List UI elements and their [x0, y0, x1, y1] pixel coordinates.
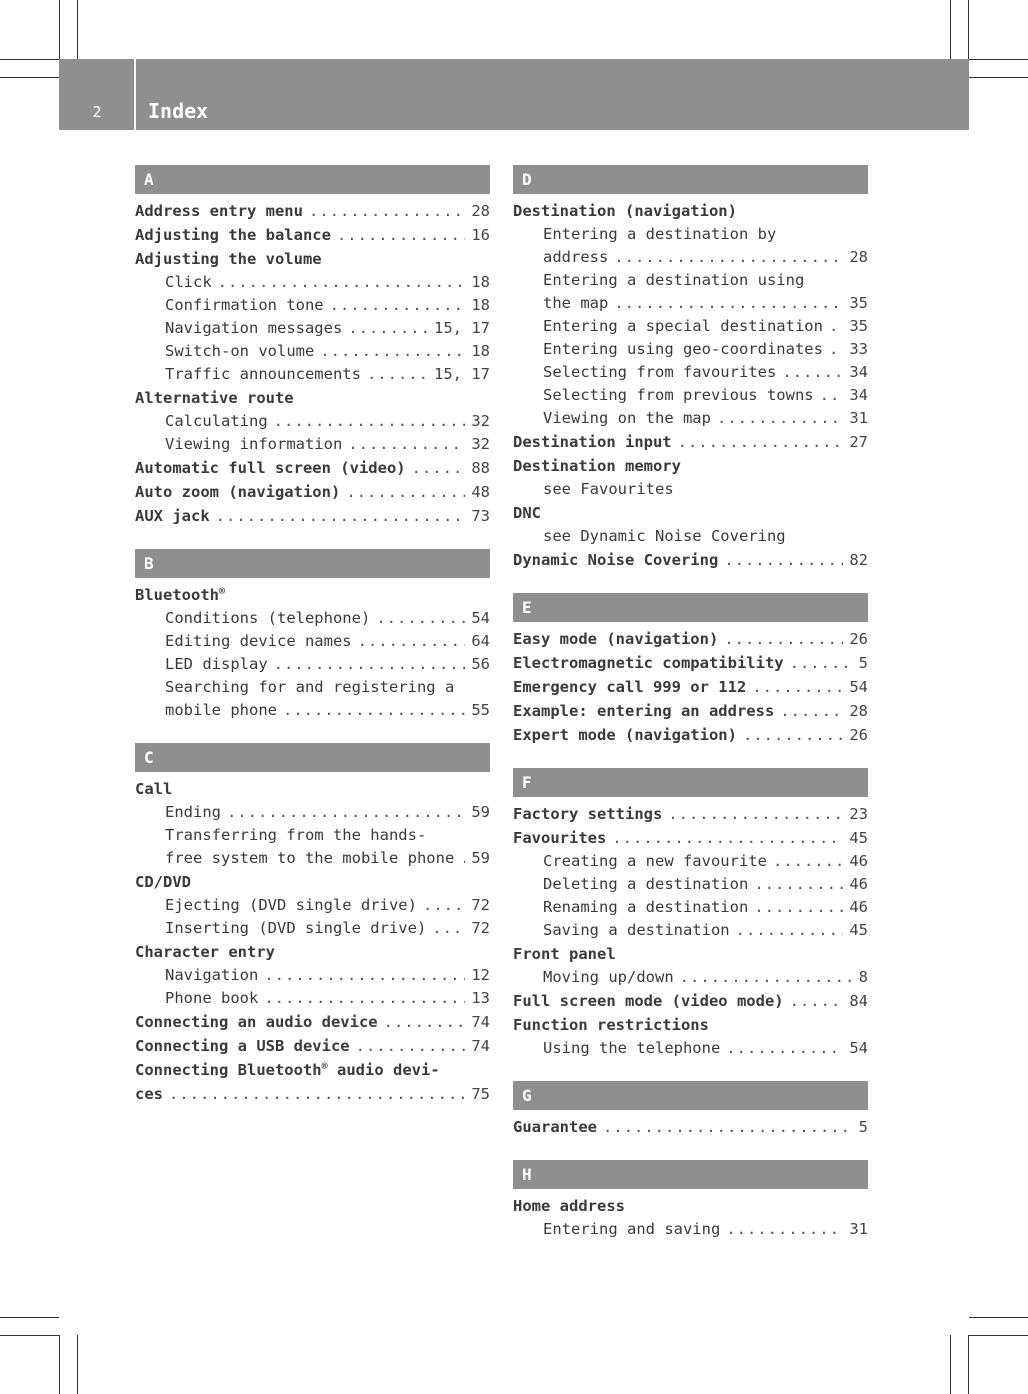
entry-term: Dynamic Noise Covering	[513, 551, 719, 569]
entry-page-number: 72	[471, 919, 490, 937]
index-entry[interactable]	[135, 433, 490, 456]
dot-leader	[726, 1218, 843, 1241]
index-entry[interactable]	[135, 247, 490, 271]
entry-page-number: 31	[849, 409, 868, 427]
dot-leader	[752, 675, 843, 699]
entry-term: Guarantee	[513, 1118, 597, 1136]
entry-term: Conditions (telephone)	[165, 609, 371, 627]
section-letter: D	[513, 165, 868, 194]
dot-leader	[348, 433, 465, 456]
entry-page-number: 54	[471, 609, 490, 627]
dot-leader	[717, 407, 843, 430]
dot-leader	[274, 410, 466, 433]
index-entry[interactable]	[135, 653, 490, 676]
index-entry[interactable]	[513, 1013, 868, 1037]
entry-term: Phone book	[165, 989, 259, 1007]
index-entry[interactable]	[513, 1115, 868, 1139]
index-entry[interactable]	[513, 548, 868, 572]
entry-term: Navigation messages	[165, 319, 343, 337]
dot-leader	[724, 627, 843, 651]
index-entry[interactable]	[135, 340, 490, 363]
entry-term: Adjusting the balance	[135, 226, 331, 244]
index-section-g	[513, 1081, 868, 1139]
entry-term: AUX jack	[135, 507, 210, 525]
dot-leader	[829, 315, 843, 338]
index-entry[interactable]	[135, 223, 490, 247]
entry-page-number: 34	[849, 386, 868, 404]
dot-leader	[346, 480, 465, 504]
dot-leader	[829, 338, 843, 361]
entry-term: Destination input	[513, 433, 672, 451]
index-entry[interactable]	[513, 361, 868, 384]
dot-leader	[376, 607, 465, 630]
section-letter: F	[513, 768, 868, 797]
index-entry[interactable]	[513, 850, 868, 873]
entry-page-number: 18	[471, 273, 490, 291]
index-entry[interactable]	[135, 699, 490, 722]
index-entry[interactable]	[513, 1218, 868, 1241]
index-entry[interactable]	[135, 271, 490, 294]
index-column-left	[135, 165, 490, 1127]
entry-term: Viewing information	[165, 435, 343, 453]
dot-leader	[754, 873, 843, 896]
entry-term: Example: entering an address	[513, 702, 775, 720]
entry-page-number: 5	[858, 1118, 868, 1136]
entry-page-number: 32	[471, 435, 490, 453]
entry-page-number: 46	[849, 898, 868, 916]
entry-term: Switch-on volume	[165, 342, 315, 360]
entry-term: Entering a destination by	[543, 225, 777, 243]
entry-term: Ending	[165, 803, 221, 821]
index-entry[interactable]	[135, 480, 490, 504]
index-entry[interactable]	[513, 802, 868, 826]
section-letter: B	[135, 549, 490, 578]
entry-term: Ejecting (DVD single drive)	[165, 896, 417, 914]
index-entry[interactable]	[135, 870, 490, 894]
dot-leader	[264, 964, 465, 987]
index-entry[interactable]	[135, 410, 490, 433]
entry-term: Destination memory	[513, 457, 681, 475]
dot-leader	[264, 987, 465, 1010]
crop-mark	[59, 0, 60, 59]
dot-leader	[782, 361, 843, 384]
entry-term: free system to the mobile phone	[165, 849, 455, 867]
dot-leader	[216, 504, 466, 528]
crop-mark	[968, 1335, 969, 1394]
index-entry[interactable]	[513, 723, 868, 747]
dot-leader	[337, 223, 465, 247]
index-entry[interactable]	[513, 896, 868, 919]
entry-term: Function restrictions	[513, 1016, 709, 1034]
entry-term: Connecting an audio device	[135, 1013, 378, 1031]
entry-term: Saving a destination	[543, 921, 730, 939]
entry-term: Connecting Bluetooth® audio devi-	[135, 1060, 440, 1079]
crop-mark	[968, 0, 969, 59]
entry-term: Using the telephone	[543, 1039, 721, 1057]
entry-term: Address entry menu	[135, 202, 303, 220]
section-letter: E	[513, 593, 868, 622]
dot-leader	[780, 699, 843, 723]
index-entry[interactable]	[135, 801, 490, 824]
dot-leader	[412, 456, 466, 480]
index-entry[interactable]	[513, 919, 868, 942]
index-entry[interactable]	[513, 651, 868, 675]
entry-term: Call	[135, 780, 173, 798]
entry-term: Bluetooth®	[135, 585, 226, 604]
entry-term: Selecting from previous towns	[543, 386, 814, 404]
entry-term: mobile phone	[165, 701, 277, 719]
entry-page-number: 75	[471, 1085, 490, 1103]
dot-leader	[614, 292, 843, 315]
entry-term: Character entry	[135, 943, 275, 961]
entry-page-number: 15, 17	[434, 365, 490, 383]
entry-term: Selecting from favourites	[543, 363, 777, 381]
entry-page-number: 82	[849, 551, 868, 569]
entry-term: Home address	[513, 1197, 625, 1215]
index-entry[interactable]	[135, 847, 490, 870]
entry-term: Front panel	[513, 945, 616, 963]
dot-leader	[274, 653, 466, 676]
entry-page-number: 28	[471, 202, 490, 220]
dot-leader	[309, 199, 465, 223]
index-entry[interactable]	[513, 942, 868, 966]
entry-term: Destination (navigation)	[513, 202, 737, 220]
index-entry[interactable]	[135, 317, 490, 340]
dot-leader	[678, 430, 844, 454]
dot-leader	[348, 317, 428, 340]
entry-page-number: 88	[471, 459, 490, 477]
index-entry[interactable]	[135, 894, 490, 917]
entry-term: Transferring from the hands-	[165, 826, 427, 844]
entry-page-number: 46	[849, 852, 868, 870]
index-entry[interactable]	[513, 269, 868, 292]
index-section-f	[513, 768, 868, 1060]
index-entry[interactable]	[135, 777, 490, 801]
entry-term: address	[543, 248, 609, 266]
crop-mark	[77, 0, 78, 59]
registered-mark: ®	[219, 585, 226, 597]
index-section-e	[513, 593, 868, 747]
crop-mark	[969, 1335, 1028, 1336]
index-entry[interactable]	[135, 1058, 490, 1082]
entry-page-number: 73	[471, 507, 490, 525]
entry-page-number: 13	[471, 989, 490, 1007]
entry-page-number: 45	[849, 921, 868, 939]
entry-term: Entering a destination using	[543, 271, 805, 289]
entry-term: Emergency call 999 or 112	[513, 678, 747, 696]
index-section-c	[135, 743, 490, 1106]
entry-term: CD/DVD	[135, 873, 191, 891]
dot-leader	[423, 894, 465, 917]
entry-page-number: 64	[471, 632, 490, 650]
index-section-b	[135, 549, 490, 722]
entry-page-number: 26	[849, 726, 868, 744]
entry-term: Expert mode (navigation)	[513, 726, 737, 744]
entry-page-number: 28	[849, 248, 868, 266]
dot-leader	[726, 1037, 843, 1060]
dot-leader	[356, 1034, 466, 1058]
index-entry[interactable]	[135, 607, 490, 630]
crop-mark	[950, 0, 951, 59]
dot-leader	[227, 801, 465, 824]
index-column-right	[513, 165, 868, 1262]
index-entry[interactable]	[135, 386, 490, 410]
index-entry[interactable]	[513, 873, 868, 896]
entry-page-number: 8	[858, 968, 868, 986]
entry-page-number: 5	[858, 654, 868, 672]
index-entry[interactable]	[135, 987, 490, 1010]
index-entry[interactable]	[513, 384, 868, 407]
entry-page-number: 12	[471, 966, 490, 984]
index-section-h	[513, 1160, 868, 1241]
index-entry[interactable]	[513, 525, 868, 548]
index-section-a	[135, 165, 490, 528]
crop-mark	[0, 1317, 59, 1318]
entry-page-number: 84	[849, 992, 868, 1010]
section-letter: H	[513, 1160, 868, 1189]
entry-term: see Dynamic Noise Covering	[543, 527, 786, 545]
entry-page-number: 54	[849, 1039, 868, 1057]
index-entry[interactable]	[513, 292, 868, 315]
index-entry[interactable]	[513, 199, 868, 223]
entry-term: Entering and saving	[543, 1220, 721, 1238]
index-entry[interactable]	[513, 407, 868, 430]
entry-term: Moving up/down	[543, 968, 674, 986]
index-entry[interactable]	[513, 966, 868, 989]
entry-term: Renaming a destination	[543, 898, 749, 916]
index-entry[interactable]	[513, 699, 868, 723]
index-entry[interactable]	[513, 675, 868, 699]
index-entry[interactable]	[135, 964, 490, 987]
index-entry[interactable]	[513, 454, 868, 478]
entry-term: Entering a special destination	[543, 317, 823, 335]
entry-page-number: 18	[471, 342, 490, 360]
dot-leader	[680, 966, 853, 989]
page-number: 2	[92, 103, 102, 121]
dot-leader	[790, 989, 844, 1013]
entry-term: Favourites	[513, 829, 607, 847]
entry-term: Viewing on the map	[543, 409, 711, 427]
dot-leader	[460, 847, 465, 870]
index-entry[interactable]	[135, 363, 490, 386]
index-entry[interactable]	[513, 826, 868, 850]
dot-leader	[736, 919, 844, 942]
entry-page-number: 59	[471, 803, 490, 821]
entry-page-number: 18	[471, 296, 490, 314]
entry-page-number: 35	[849, 294, 868, 312]
index-entry[interactable]	[135, 917, 490, 940]
index-entry[interactable]	[513, 338, 868, 361]
index-entry[interactable]	[513, 627, 868, 651]
entry-page-number: 48	[471, 483, 490, 501]
index-entry[interactable]	[135, 504, 490, 528]
entry-page-number: 28	[849, 702, 868, 720]
index-entry[interactable]	[135, 583, 490, 607]
section-letter: G	[513, 1081, 868, 1110]
entry-term: the map	[543, 294, 609, 312]
index-entry[interactable]	[135, 294, 490, 317]
entry-page-number: 72	[471, 896, 490, 914]
index-entry[interactable]	[135, 676, 490, 699]
entry-term: Calculating	[165, 412, 268, 430]
index-entry[interactable]	[135, 456, 490, 480]
entry-term: Navigation	[165, 966, 259, 984]
dot-leader	[754, 896, 843, 919]
section-letter: A	[135, 165, 490, 194]
index-section-d	[513, 165, 868, 572]
entry-term: Click	[165, 273, 212, 291]
entry-page-number: 45	[849, 829, 868, 847]
dot-leader	[614, 246, 843, 269]
entry-term: Searching for and registering a	[165, 678, 455, 696]
entry-page-number: 56	[471, 655, 490, 673]
crop-mark	[77, 1335, 78, 1394]
entry-page-number: 31	[849, 1220, 868, 1238]
entry-page-number: 27	[849, 433, 868, 451]
crop-mark	[969, 59, 1028, 60]
entry-term: Deleting a destination	[543, 875, 749, 893]
index-entry[interactable]	[135, 940, 490, 964]
entry-term: Editing device names	[165, 632, 352, 650]
index-entry[interactable]	[135, 630, 490, 653]
dot-leader	[218, 271, 466, 294]
dot-leader	[612, 826, 843, 850]
dot-leader	[432, 917, 465, 940]
dot-leader	[283, 699, 465, 722]
section-letter: C	[135, 743, 490, 772]
entry-page-number: 74	[471, 1037, 490, 1055]
entry-term: Alternative route	[135, 389, 294, 407]
dot-leader	[773, 850, 843, 873]
dot-leader	[820, 384, 844, 407]
entry-term: ces	[135, 1085, 163, 1103]
entry-term: Auto zoom (navigation)	[135, 483, 341, 501]
header-divider	[134, 59, 136, 130]
page-title: Index	[148, 99, 209, 123]
dot-leader	[724, 548, 843, 572]
entry-term: Adjusting the volume	[135, 250, 322, 268]
index-entry[interactable]	[513, 501, 868, 525]
index-entry[interactable]	[513, 989, 868, 1013]
entry-term: see Favourites	[543, 480, 674, 498]
dot-leader	[603, 1115, 853, 1139]
entry-page-number: 35	[849, 317, 868, 335]
index-entry[interactable]	[513, 430, 868, 454]
entry-term: LED display	[165, 655, 268, 673]
entry-term: Factory settings	[513, 805, 663, 823]
index-entry[interactable]	[135, 824, 490, 847]
entry-page-number: 16	[471, 226, 490, 244]
crop-mark	[950, 1335, 951, 1394]
entry-term: Electromagnetic compatibility	[513, 654, 784, 672]
dot-leader	[668, 802, 843, 826]
entry-term: DNC	[513, 504, 541, 522]
crop-mark	[0, 77, 59, 78]
crop-mark	[59, 1335, 60, 1394]
index-entry[interactable]	[513, 223, 868, 246]
entry-page-number: 34	[849, 363, 868, 381]
entry-page-number: 26	[849, 630, 868, 648]
index-entry[interactable]	[513, 478, 868, 501]
crop-mark	[0, 1335, 59, 1336]
entry-term: Creating a new favourite	[543, 852, 767, 870]
dot-leader	[367, 363, 428, 386]
entry-term: Inserting (DVD single drive)	[165, 919, 427, 937]
index-entry[interactable]	[513, 315, 868, 338]
entry-term: Traffic announcements	[165, 365, 361, 383]
crop-mark	[969, 77, 1028, 78]
entry-page-number: 33	[849, 340, 868, 358]
entry-page-number: 32	[471, 412, 490, 430]
entry-term: Easy mode (navigation)	[513, 630, 719, 648]
index-entry[interactable]	[513, 1037, 868, 1060]
dot-leader	[169, 1082, 465, 1106]
entry-term: Full screen mode (video mode)	[513, 992, 784, 1010]
dot-leader	[743, 723, 843, 747]
entry-page-number: 59	[471, 849, 490, 867]
index-entry[interactable]	[135, 1034, 490, 1058]
crop-mark	[969, 1317, 1028, 1318]
dot-leader	[358, 630, 466, 653]
index-entry[interactable]	[135, 1082, 490, 1106]
registered-mark: ®	[321, 1060, 328, 1072]
dot-leader	[384, 1010, 466, 1034]
dot-leader	[790, 651, 853, 675]
entry-page-number: 54	[849, 678, 868, 696]
index-entry[interactable]	[135, 199, 490, 223]
dot-leader	[330, 294, 466, 317]
entry-term: Confirmation tone	[165, 296, 324, 314]
entry-term: Entering using geo-coordinates	[543, 340, 823, 358]
entry-term: Connecting a USB device	[135, 1037, 350, 1055]
crop-mark	[0, 59, 59, 60]
index-entry[interactable]	[513, 246, 868, 269]
dot-leader	[320, 340, 465, 363]
entry-page-number: 74	[471, 1013, 490, 1031]
index-entry[interactable]	[135, 1010, 490, 1034]
entry-page-number: 46	[849, 875, 868, 893]
entry-term: Automatic full screen (video)	[135, 459, 406, 477]
entry-page-number: 23	[849, 805, 868, 823]
entry-page-number: 55	[471, 701, 490, 719]
index-entry[interactable]	[513, 1194, 868, 1218]
entry-page-number: 15, 17	[434, 319, 490, 337]
